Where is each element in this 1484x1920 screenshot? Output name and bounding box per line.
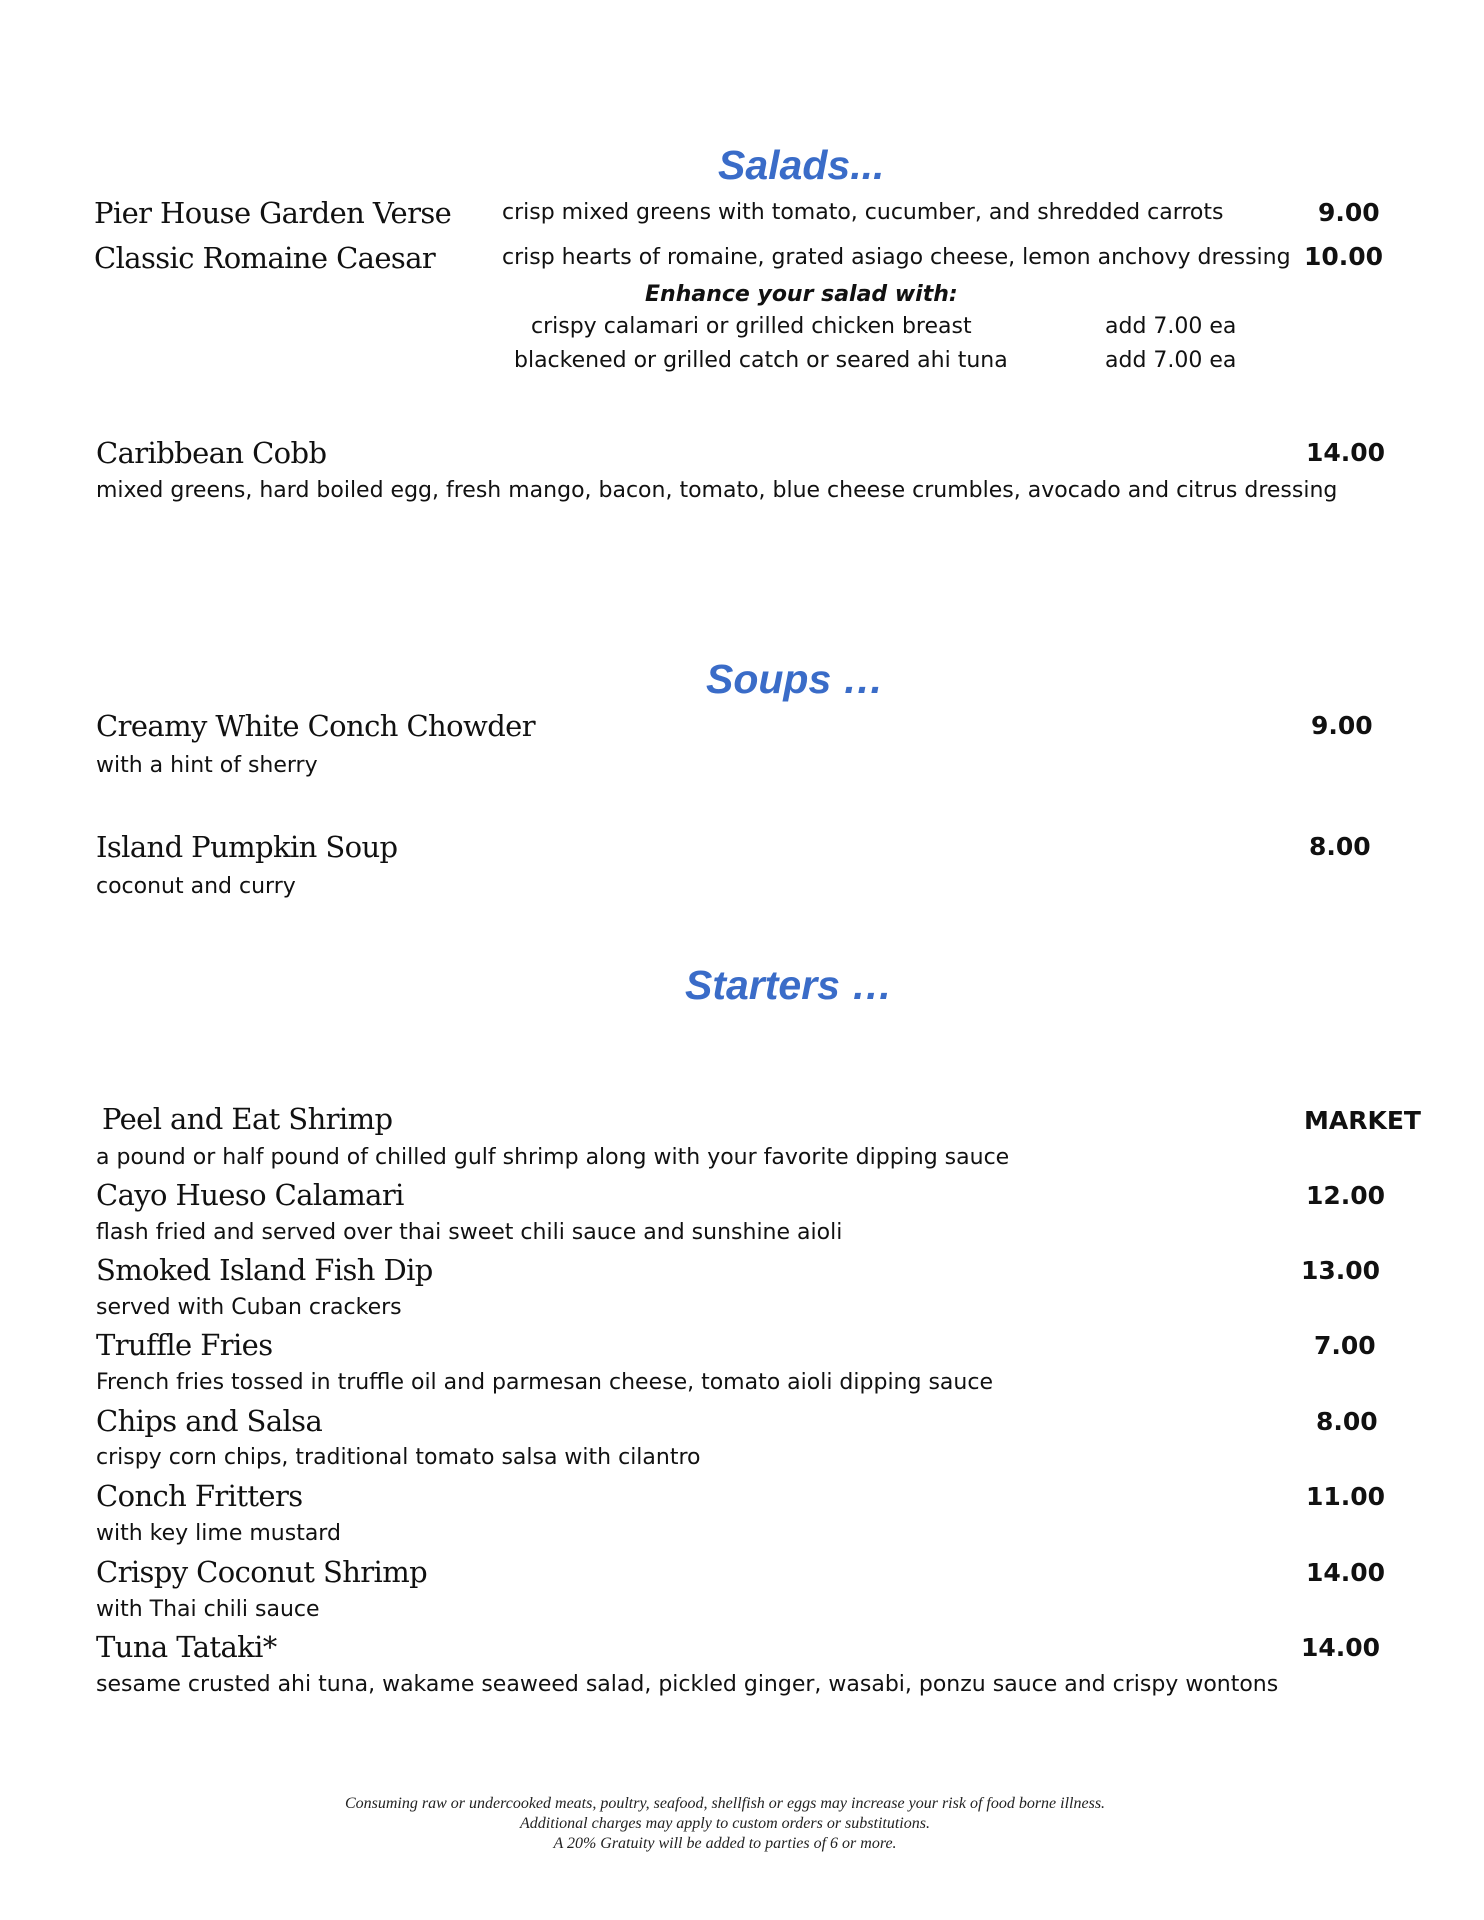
- menu-item-price: 7.00: [1314, 1331, 1376, 1360]
- menu-item-description: with key lime mustard: [96, 1521, 341, 1546]
- enhance-option-price: add 7.00 ea: [1105, 314, 1237, 339]
- menu-item-price: MARKET: [1304, 1106, 1421, 1135]
- menu-item-description: flash fried and served over thai sweet chili sauce and sunshine aioli: [96, 1220, 843, 1245]
- menu-item-price: 8.00: [1316, 1407, 1378, 1436]
- menu-item-price: 14.00: [1301, 1633, 1381, 1662]
- menu-item-name: Truffle Fries: [96, 1328, 273, 1362]
- menu-item-name: Tuna Tataki*: [96, 1630, 277, 1664]
- menu-item-description: a pound or half pound of chilled gulf shrimp along with your favorite dipping sauce: [96, 1145, 1010, 1170]
- menu-item-description: crisp hearts of romaine, grated asiago cheese, lemon anchovy dressing: [502, 245, 1291, 270]
- menu-item-name: Smoked Island Fish Dip: [96, 1253, 433, 1287]
- menu-item-name: Classic Romaine Caesar: [94, 241, 436, 275]
- menu-item-description: mixed greens, hard boiled egg, fresh mango, bacon, tomato, blue cheese crumbles, avocado and citrus dressing: [96, 478, 1338, 503]
- soups-heading: Soups …: [706, 656, 884, 702]
- salads-heading: Salads...: [718, 142, 885, 188]
- enhance-option-price: add 7.00 ea: [1105, 348, 1237, 373]
- menu-item-price: 12.00: [1306, 1181, 1386, 1210]
- menu-item-description: French fries tossed in truffle oil and parmesan cheese, tomato aioli dipping sauce: [96, 1370, 993, 1395]
- menu-item-price: 9.00: [1311, 711, 1373, 740]
- menu-item-description: coconut and curry: [96, 874, 296, 899]
- enhance-heading: Enhance your salad with:: [645, 282, 958, 307]
- menu-item-price: 10.00: [1304, 242, 1384, 271]
- menu-item-name: Cayo Hueso Calamari: [96, 1178, 404, 1212]
- menu-item-description: sesame crusted ahi tuna, wakame seaweed salad, pickled ginger, wasabi, ponzu sauce and crispy wontons: [96, 1672, 1279, 1697]
- menu-item-name: Conch Fritters: [96, 1479, 303, 1513]
- menu-item-name: Chips and Salsa: [96, 1404, 323, 1438]
- menu-item-price: 9.00: [1318, 198, 1380, 227]
- footer-line: Additional charges may apply to custom orders or substitutions.: [520, 1815, 930, 1832]
- footer-line: Consuming raw or undercooked meats, poultry, seafood, shellfish or eggs may increase your risk of food borne illness.: [344, 1795, 1106, 1812]
- enhance-option-label: crispy calamari or grilled chicken breast: [531, 314, 972, 339]
- menu-item-name: Peel and Eat Shrimp: [102, 1102, 393, 1136]
- menu-item-description: with a hint of sherry: [96, 753, 318, 778]
- menu-item-name: Caribbean Cobb: [96, 436, 327, 470]
- footer-line: A 20% Gratuity will be added to parties of 6 or more.: [553, 1835, 897, 1852]
- menu-item-name: Pier House Garden Verse: [94, 196, 452, 230]
- menu-item-description: crispy corn chips, traditional tomato salsa with cilantro: [96, 1445, 701, 1470]
- menu-item-description: with Thai chili sauce: [96, 1597, 320, 1622]
- footer-notice: [0, 1794, 1450, 1854]
- menu-item-price: 11.00: [1306, 1482, 1386, 1511]
- menu-item-description: served with Cuban crackers: [96, 1295, 402, 1320]
- menu-item-price: 14.00: [1306, 438, 1386, 467]
- menu-item-price: 14.00: [1306, 1558, 1386, 1587]
- menu-item-name: Creamy White Conch Chowder: [96, 709, 535, 743]
- menu-item-description: crisp mixed greens with tomato, cucumber, and shredded carrots: [502, 200, 1224, 225]
- menu-item-price: 13.00: [1301, 1256, 1381, 1285]
- menu-item-price: 8.00: [1309, 832, 1371, 861]
- enhance-option-label: blackened or grilled catch or seared ahi tuna: [514, 348, 1008, 373]
- starters-heading: Starters …: [685, 962, 893, 1008]
- menu-item-name: Island Pumpkin Soup: [96, 830, 398, 864]
- menu-item-name: Crispy Coconut Shrimp: [96, 1555, 428, 1589]
